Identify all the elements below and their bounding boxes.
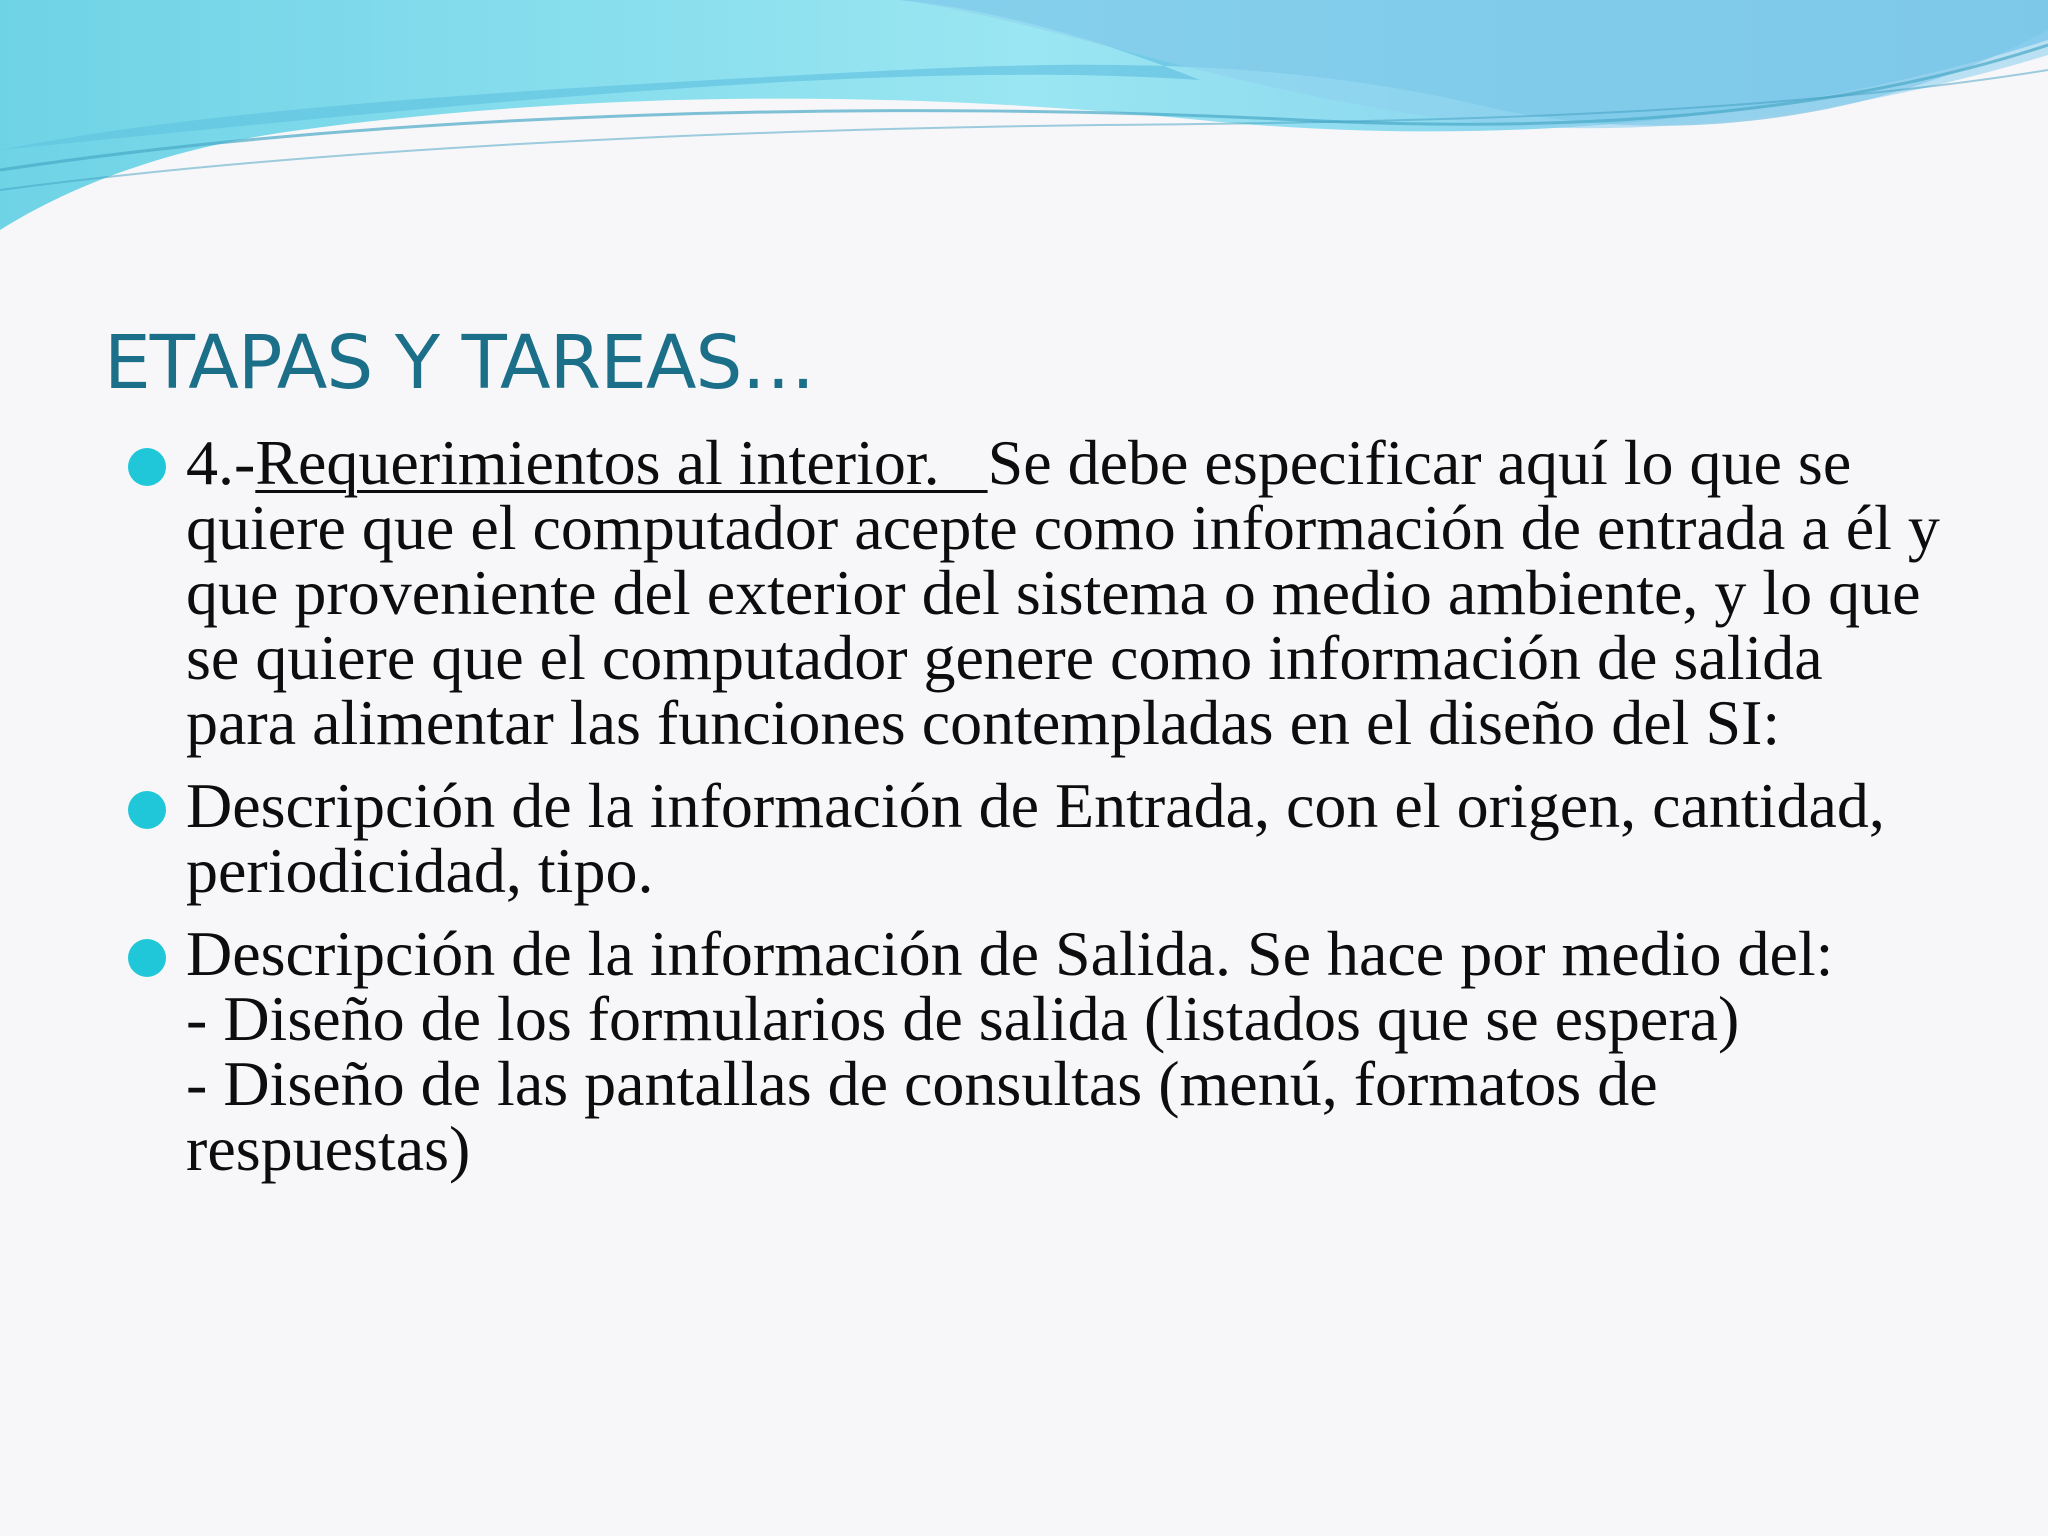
bullet-dot-icon xyxy=(128,939,166,977)
bullet-text: Descripción de la información de Entrada, con el origen, cantidad, periodicidad, tipo. xyxy=(186,770,1885,906)
bullet-item-entrada xyxy=(128,770,1948,906)
bullet-dot-icon xyxy=(128,448,166,486)
bullet-list xyxy=(128,427,1948,1199)
bullet-text: Descripción de la información de Salida. Se hace por medio del: xyxy=(186,918,1834,989)
sub-item-pantallas: - Diseño de las pantallas de consultas (menú, formatos de respuestas) xyxy=(186,1048,1658,1184)
header-wave-decoration xyxy=(0,0,2048,240)
bullet-underlined-heading: Requerimientos al interior. xyxy=(255,427,988,498)
slide-title: ETAPAS Y TAREAS… xyxy=(104,320,815,406)
bullet-item-requerimientos xyxy=(128,427,1948,758)
bullet-prefix: 4.- xyxy=(186,427,256,498)
bullet-text: Se debe especificar aquí lo que se quiere que el computador acepte como información de entrada a él y que proveniente del exterior del sistema o medio ambiente, y lo que se quiere que el computador genere como información de salida para alimentar las funciones contempladas en el diseño del SI: xyxy=(186,427,1940,758)
bullet-item-salida xyxy=(128,918,1948,1184)
bullet-dot-icon xyxy=(128,791,166,829)
sub-item-formularios: - Diseño de los formularios de salida (listados que se espera) xyxy=(186,983,1740,1054)
